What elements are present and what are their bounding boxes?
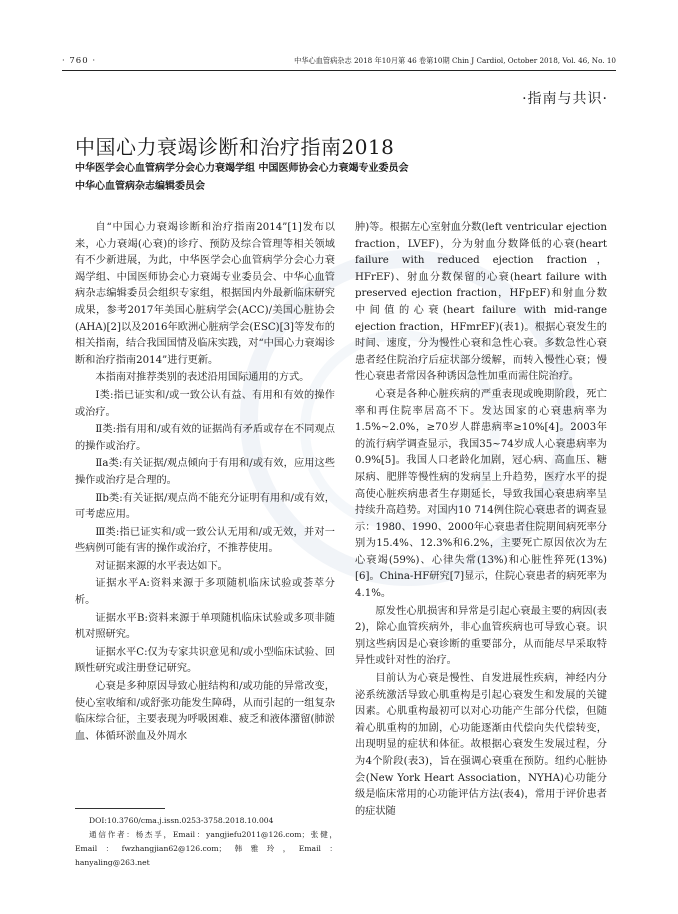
paragraph: Ⅱa类:有关证据/观点倾向于有用和/或有效，应用这些操作或治疗是合理的。 [75,458,335,486]
section-label: ·指南与共识· [522,91,608,107]
journal-citation: 中华心血管病杂志 2018 年10月第 46 卷第10期 Chin J Cardiol, October 2018, Vol. 46, No. 10 [294,56,616,65]
corresponding-authors: 通信作者：杨杰孚，Email：yangjiefu2011@126.com；张健，Email：fwzhangjian62@126.com；韩雅玲，Email：hanyaling@263.net [75,830,337,867]
paragraph: 对证据来源的水平表达如下。 [95,560,228,572]
paragraph: 本指南对推荐类别的表述沿用国际通用的方式。 [95,372,310,384]
paragraph: Ⅲ类:指已证实和/或一致公认无用和/或无效，并对一些病例可能有害的操作或治疗，不推荐使用。 [75,526,335,555]
paragraph: 原发性心肌损害和异常是引起心衰最主要的病因(表2)，除心血管疾病外，非心血管疾病也可导致心衰。识别这些病因是心衰诊断的重要部分，从而能尽早采取特异性或针对性的治疗。 [355,605,607,667]
paragraph: Ⅱ类:指有用和/或有效的证据尚有矛盾或存在不同观点的操作或治疗。 [75,424,335,452]
body-column-left [75,220,335,746]
page-number: · 760 · [62,56,97,66]
doi: DOI:10.3760/cma.j.issn.0253-3758.2018.10.004 [89,816,274,825]
author-list [75,160,408,196]
paragraph: 证据水平C:仅为专家共识意见和/或小型临床试验、回顾性研究或注册登记研究。 [75,646,335,675]
body-column-right [355,220,607,821]
paragraph: Ⅰ类:指已证实和/或一致公认有益、有用和有效的操作或治疗。 [75,389,335,418]
running-header [62,56,616,68]
paragraph: 自“中国心力衰竭诊断和治疗指南2014”[1]发布以来，心力衰竭(心衰)的诊疗、预防及综合管理等相关领域有不少新进展，为此，中华医学会心血管病学分会心力衰竭学组、中国医师协会心力衰竭专业委员会、中华心血管病杂志编辑委员会组织专家组，根据国内外最新临床研究成果，参考2017年美国心脏病学会(ACC)/美国心脏协会(AHA)[2]以及2016年欧洲心脏病学会(ESC)[3]等发布的相关指南，结合我国国情及临床实践，对“中国心力衰竭诊断和治疗指南2014”进行更新。 [75,222,335,366]
paragraph: 肿)等。根据左心室射血分数(left ventricular ejection fraction，LVEF)，分为射血分数降低的心衰(heart failure with reduced ejection fraction，HFrEF)、射血分数保留的心衰(heart failure with preserved ejection fraction，HFpEF)和射血分数中间值的心衰(heart failure with mid-range ejection fraction，HFmrEF)(表1)。根据心衰发生的时间、速度，分为慢性心衰和急性心衰。多数急性心衰患者经住院治疗后症状部分缓解，而转入慢性心衰；慢性心衰患者常因各种诱因急性加重而需住院治疗。 [355,222,607,383]
paragraph: 证据水平A:资料来源于多项随机临床试验或荟萃分析。 [75,578,335,607]
author-line: 中华心血管病杂志编辑委员会 [75,181,205,192]
paragraph: 心衰是各种心脏疾病的严重表现或晚期阶段，死亡率和再住院率居高不下。发达国家的心衰患病率为1.5%~2.0%，≥70岁人群患病率≥10%[4]。2003年的流行病学调查显示，我国35~74岁成人心衰患病率为0.9%[5]。我国人口老龄化加剧，冠心病、高血压、糖尿病、肥胖等慢性病的发病呈上升趋势，医疗水平的提高使心脏疾病患者生存期延长，导致我国心衰患病率呈持续升高趋势。对国内10 714例住院心衰患者的调查显示：1980、1990、2000年心衰患者住院期间病死率分别为15.4%、12.3%和6.2%，主要死亡原因依次为左心衰竭(59%)、心律失常(13%)和心脏性猝死(13%)[6]。China-HF研究[7]显示，住院心衰患者的病死率为4.1%。 [355,388,607,600]
footnote [75,814,337,870]
author-line: 中华医学会心血管病学分会心力衰竭学组 中国医师协会心力衰竭专业委员会 [75,163,409,174]
header-rule [62,70,616,71]
paragraph: 心衰是多种原因导致心脏结构和/或功能的异常改变，使心室收缩和/或舒张功能发生障碍，从而引起的一组复杂临床综合征，主要表现为呼吸困难、疲乏和液体潴留(肺淤血、体循环淤血及外周水 [75,681,335,742]
paragraph: Ⅱb类:有关证据/观点尚不能充分证明有用和/或有效，可考虑应用。 [75,492,335,521]
article-title: 中国心力衰竭诊断和治疗指南2018 [75,135,395,160]
paragraph: 目前认为心衰是慢性、自发进展性疾病，神经内分泌系统激活导致心肌重构是引起心衰发生和发展的关键因素。心肌重构最初可以对心功能产生部分代偿，但随着心肌重构的加剧，心功能逐渐由代偿向失代偿转变，出现明显的症状和体征。故根据心衰发生发展过程，分为4个阶段(表3)，旨在强调心衰重在预防。纽约心脏协会(New York Heart Association，NYHA)心功能分级是临床常用的心功能评估方法(表4)，常用于评价患者的症状随 [355,673,607,817]
footnote-rule [75,808,165,809]
paragraph: 证据水平B:资料来源于单项随机临床试验或多项非随机对照研究。 [75,612,335,641]
